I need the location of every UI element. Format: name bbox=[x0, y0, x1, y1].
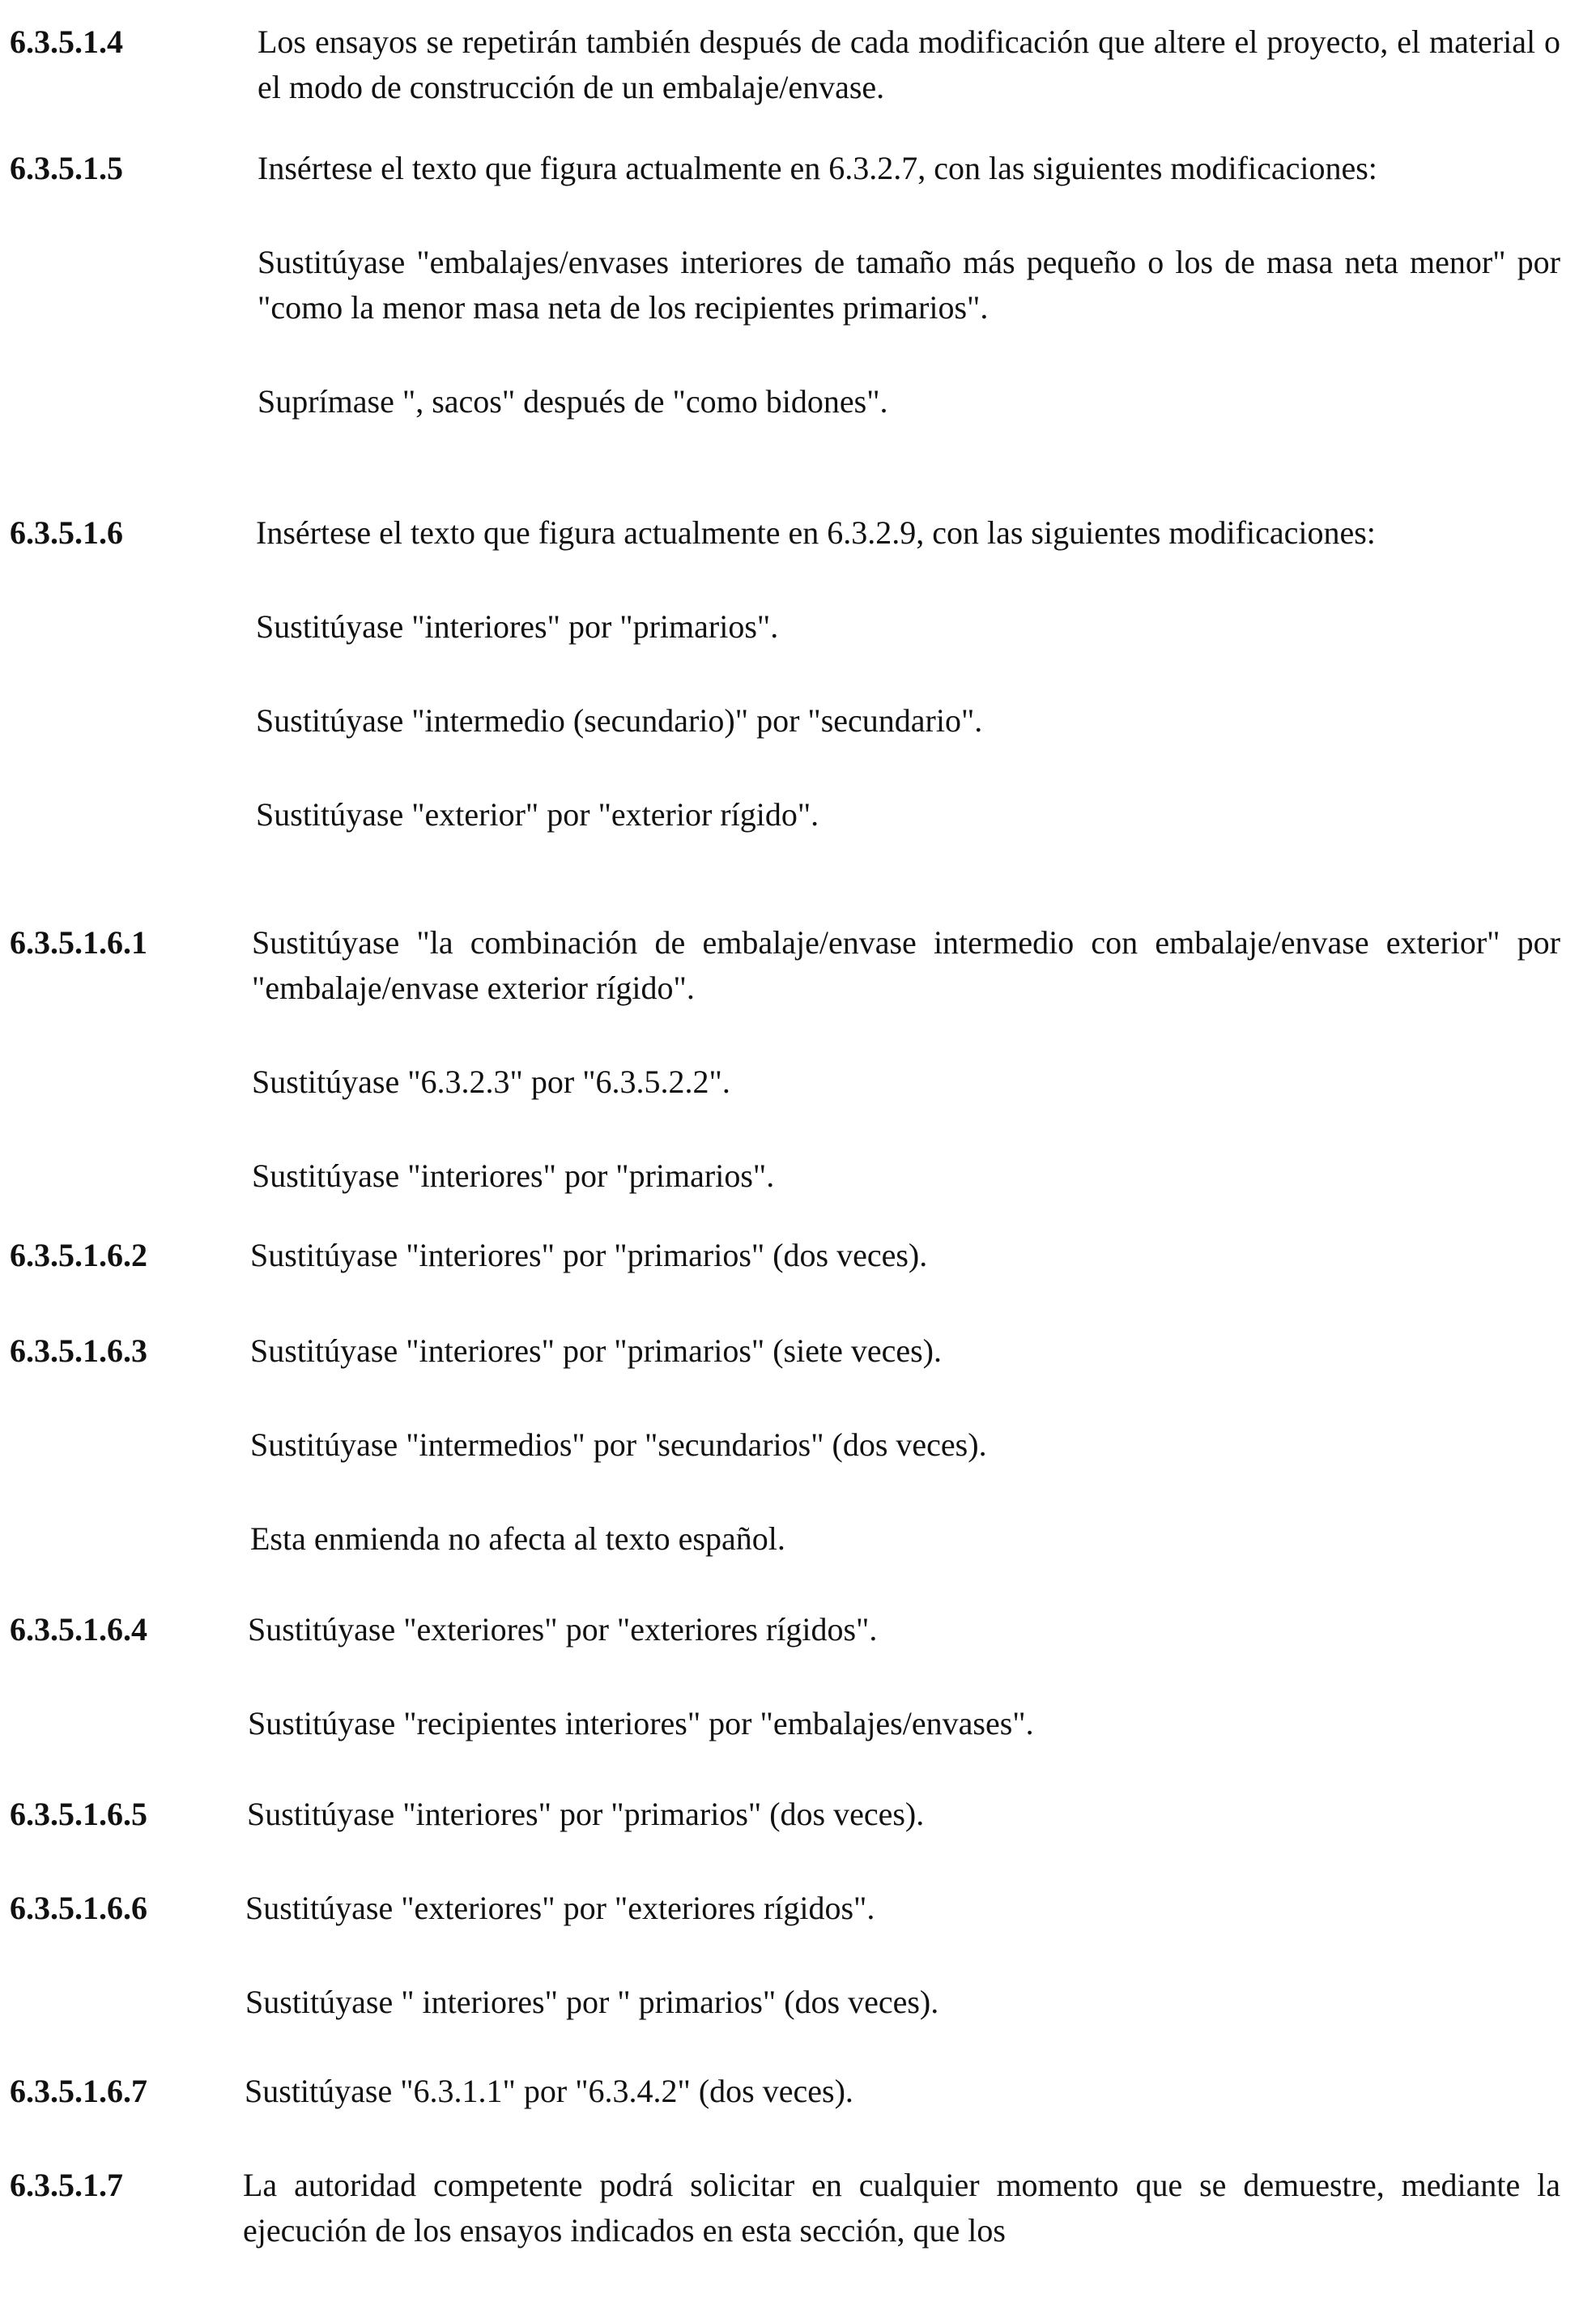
paragraph: Sustitúyase "la combinación de embalaje/envase intermedio con embalaje/envase exterior" por "embalaje/envase exterior rígido". bbox=[252, 924, 1560, 1006]
section-body bbox=[250, 1328, 1560, 1610]
paragraph: Insértese el texto que figura actualmente en 6.3.2.9, con las siguientes modificaciones: bbox=[256, 514, 1376, 551]
section-number: 6.3.5.1.7 bbox=[10, 2167, 123, 2203]
section-number: 6.3.5.1.6.3 bbox=[10, 1332, 147, 1369]
section-number: 6.3.5.1.6.4 bbox=[10, 1611, 147, 1648]
section-body bbox=[247, 1792, 1560, 1886]
paragraph: La autoridad competente podrá solicitar en cualquier momento que se demuestre, mediante la ejecución de los ensayos indicados en esta sección, que los bbox=[243, 2167, 1560, 2249]
paragraph: Sustitúyase "recipientes interiores" por "embalajes/envases". bbox=[248, 1705, 1034, 1741]
section-number: 6.3.5.1.5 bbox=[10, 150, 123, 186]
paragraph: Sustitúyase "exteriores" por "exteriores rígidos". bbox=[248, 1611, 878, 1648]
paragraph: Sustitúyase "interiores" por "primarios" (dos veces). bbox=[250, 1237, 928, 1273]
paragraph: Sustitúyase "6.3.1.1" por "6.3.4.2" (dos veces). bbox=[245, 2073, 853, 2109]
paragraph: Sustitúyase " interiores" por " primarios" (dos veces). bbox=[245, 1984, 939, 2020]
section-body bbox=[252, 920, 1560, 1247]
section-body bbox=[243, 2163, 1560, 2302]
paragraph: Insértese el texto que figura actualmente en 6.3.2.7, con las siguientes modificaciones: bbox=[257, 150, 1377, 186]
paragraph: Los ensayos se repetirán también después de cada modificación que altere el proyecto, el material o el modo de construcción de un embalaje/envase. bbox=[257, 23, 1560, 105]
section-number: 6.3.5.1.6 bbox=[10, 514, 123, 551]
paragraph: Sustitúyase "interiores" por "primarios". bbox=[252, 1157, 775, 1194]
paragraph: Sustitúyase "interiores" por "primarios". bbox=[256, 608, 779, 645]
section-number: 6.3.5.1.4 bbox=[10, 23, 123, 60]
section-number: 6.3.5.1.6.2 bbox=[10, 1237, 147, 1273]
paragraph: Sustitúyase "intermedios" por "secundarios" (dos veces). bbox=[250, 1426, 987, 1463]
section-body bbox=[248, 1607, 1560, 1795]
section-body bbox=[257, 146, 1560, 473]
paragraph: Sustitúyase "interiores" por "primarios" (siete veces). bbox=[250, 1332, 942, 1369]
section-body bbox=[250, 1233, 1560, 1327]
paragraph: Sustitúyase "exterior" por "exterior rígido". bbox=[256, 796, 819, 833]
section-number: 6.3.5.1.6.5 bbox=[10, 1796, 147, 1832]
section-body bbox=[245, 2069, 1560, 2163]
paragraph: Sustitúyase "embalajes/envases interiores de tamaño más pequeño o los de masa neta menor" por "como la menor masa neta de los recipientes primarios". bbox=[257, 244, 1560, 326]
section-number: 6.3.5.1.6.7 bbox=[10, 2073, 147, 2109]
paragraph: Esta enmienda no afecta al texto español. bbox=[250, 1520, 785, 1557]
paragraph: Sustitúyase "intermedio (secundario)" por "secundario". bbox=[256, 702, 983, 739]
section-number: 6.3.5.1.6.1 bbox=[10, 924, 147, 961]
section-number: 6.3.5.1.6.6 bbox=[10, 1890, 147, 1926]
section-body bbox=[256, 510, 1560, 886]
paragraph: Suprímase ", sacos" después de "como bidones". bbox=[257, 383, 888, 420]
section-body bbox=[245, 1886, 1560, 2074]
paragraph: Sustitúyase "6.3.2.3" por "6.3.5.2.2". bbox=[252, 1064, 730, 1100]
paragraph: Sustitúyase "interiores" por "primarios" (dos veces). bbox=[247, 1796, 925, 1832]
paragraph: Sustitúyase "exteriores" por "exteriores rígidos". bbox=[245, 1890, 875, 1926]
section-body bbox=[257, 19, 1560, 159]
